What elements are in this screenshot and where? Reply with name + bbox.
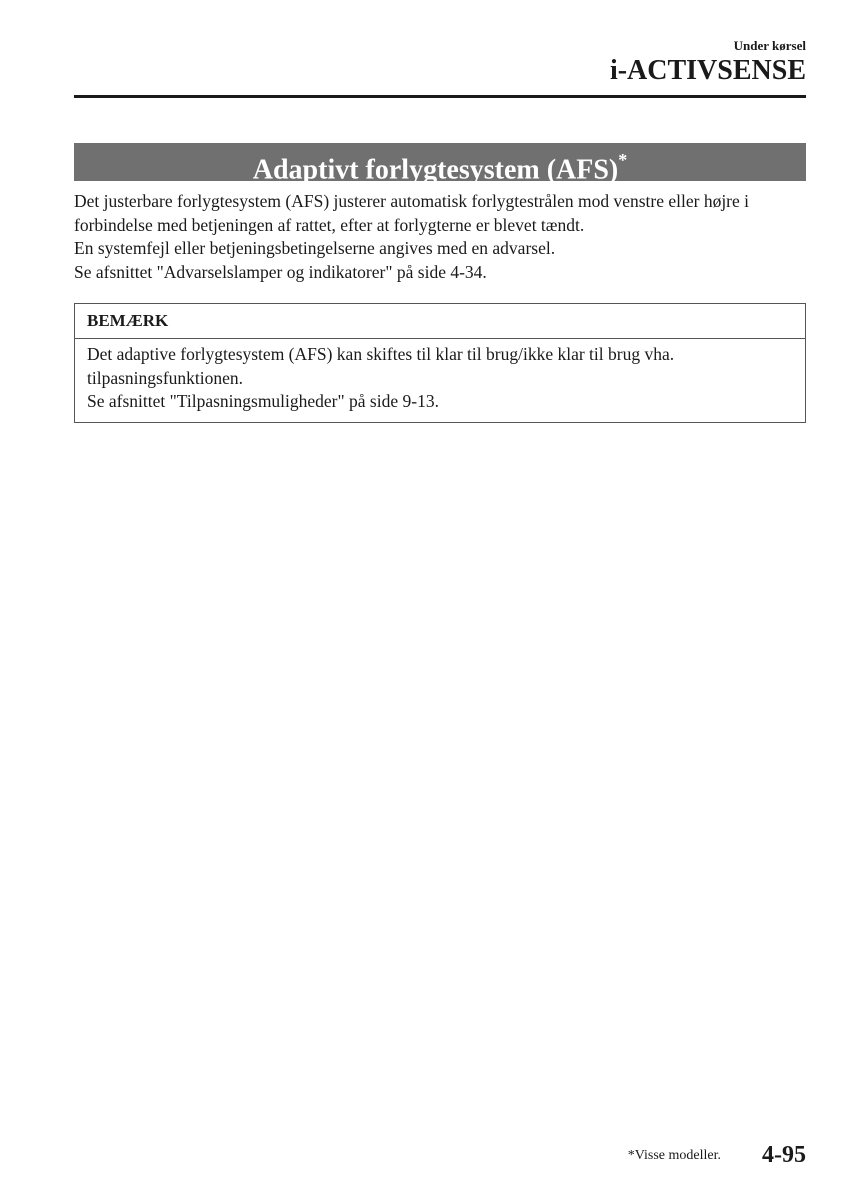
model-footnote-mark: * bbox=[618, 150, 628, 170]
footnote: *Visse modeller. bbox=[627, 1148, 721, 1163]
note-body bbox=[75, 339, 805, 422]
body-text bbox=[74, 190, 806, 284]
section-title: i-ACTIVSENSE bbox=[609, 55, 806, 86]
note-box bbox=[74, 303, 806, 423]
note-paragraph-2: Se afsnittet "Tilpasningsmuligheder" på side 9-13. bbox=[87, 391, 439, 411]
header-rule bbox=[74, 95, 806, 98]
body-paragraph-2: En systemfejl eller betjeningsbetingelserne angives med en advarsel. bbox=[74, 238, 556, 258]
body-paragraph-1: Det justerbare forlygtesystem (AFS) justerer automatisk forlygtestrålen mod venstre eller højre i forbindelse med betjeningen af rattet, efter at forlygterne er blevet tændt. bbox=[74, 191, 750, 235]
page-number: 4-95 bbox=[762, 1142, 806, 1168]
body-paragraph-3: Se afsnittet "Advarselslamper og indikatorer" på side 4-34. bbox=[74, 261, 487, 282]
note-heading: BEMÆRK bbox=[75, 304, 805, 339]
note-paragraph-1: Det adaptive forlygtesystem (AFS) kan skiftes til klar til brug/ikke klar til brug vha. tilpasningsfunktionen. bbox=[87, 344, 675, 388]
chapter-label: Under kørsel bbox=[733, 38, 806, 53]
page-title-bar bbox=[74, 143, 806, 186]
page-title: Adaptivt forlygtesystem (AFS) bbox=[252, 154, 619, 186]
